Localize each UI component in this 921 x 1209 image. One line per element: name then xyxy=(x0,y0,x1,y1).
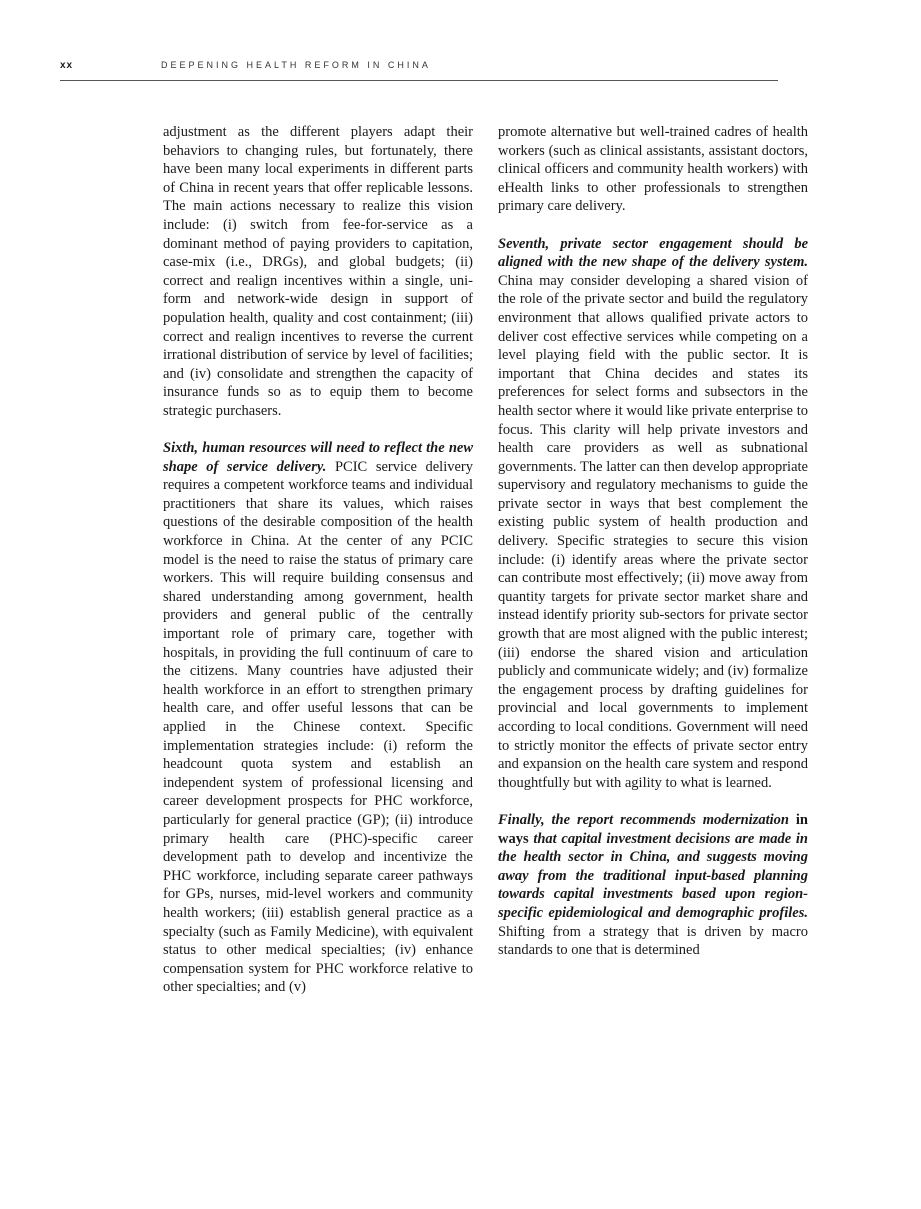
paragraph-text: promote alternative but well-trained cadres of health workers (such as clinical assistants, assistant doctors, clinical officers and community health workers) with eHealth links to other professionals to strengthen primary care delivery. xyxy=(498,124,808,215)
paragraph-lead: Sixth, human resources will need to reflect the new shape of service delivery. xyxy=(163,440,473,475)
right-column xyxy=(498,123,808,978)
paragraph-connector: in ways xyxy=(498,811,808,847)
paragraph-text: adjustment as the different players adapt their behaviors to changing rules, but fortunately, there have been many local experiments in different parts of China in recent years that offer replicable lessons. The main actions necessary to realize this vision include: (i) switch from fee-for-service as a dominant method of paying providers to capitation, case-mix (i.e., DRGs), and global budgets; (ii) correct and realign incentives within a single, uniform and network-wide design in support of population health, quality and cost containment; (iii) correct and realign incentives to reverse the current irrational distribution of service by level of facilities; and (iv) consolidate and strengthen the capacity of insurance funds so as to equip them to become strategic purchasers. xyxy=(163,124,473,419)
paragraph xyxy=(498,811,808,960)
left-column xyxy=(163,123,473,1016)
paragraph-lead: that capital investment decisions are made in the health sector in China, and suggests moving away from the traditional input-based planning towards capital investments based upon region-specific epidemiological and demographic profiles. xyxy=(498,830,808,921)
running-title: DEEPENING HEALTH REFORM IN CHINA xyxy=(161,60,431,70)
paragraph-text: PCIC service delivery requires a competent workforce teams and individual practitioners that share its values, which raises questions of the desirable composition of the health workforce in China. At the center of any PCIC model is the need to raise the status of primary care workers. This will require building consensus and shared understanding among government, health providers and general public of the centrally important role of primary care, together with hospitals, in providing the full continuum of care to the citizens. Many countries have adjusted their health workforce in an effort to strengthen primary health care, and offer useful lessons that can be applied in the Chinese context. Specific implementation strategies include: (i) reform the headcount quota system and establish an independent system of professional licensing and career development prospects for PHC workforce, particularly for general practice (GP); (ii) introduce primary health care (PHC)-specific career development path to develop and incentivize the PHC workforce, including separate career pathways for GPs, nurses, mid-level workers and community health workers; (iii) establish general practice as a specialty (such as Family Medicine), with equivalent status to other medical specialties; (iv) enhance compensation system for PHC workforce relative to other specialties; and (v) xyxy=(163,458,473,996)
paragraph-text: China may consider developing a shared vision of the role of the private sector and build the regulatory environment that allows qualified private actors to deliver cost effective services while competing on a level playing field with the public sector. It is important that China decides and states its preferences for select forms and subsectors in the health sector where it would like private enterprise to focus. This clarity will help private investors and health care providers as well as subnational governments. The latter can then develop appropriate supervisory and regulatory mechanisms to guide the private sector in ways that best complement the existing public system of health production and delivery. Specific strategies to secure this vision include: (i) identify areas where the private sector can contribute most effectively; (ii) move away from quantity targets for private sector market share and instead identify priority sub-sectors for private sector growth that are most aligned with the public interest; (iii) endorse the shared vision and articulation publicly and communicate widely; and (iv) formalize the engagement process by drafting guidelines for provincial and local governments to implement according to local conditions. Government will need to strictly monitor the effects of private sector entry and expansion on the health care system and respond thoughtfully but with agility to what is learned. xyxy=(498,272,808,791)
paragraph xyxy=(163,123,473,421)
paragraph xyxy=(163,439,473,997)
page-number: xx xyxy=(60,60,74,71)
paragraph xyxy=(498,123,808,216)
paragraph-text: Shifting from a strategy that is driven by macro standards to one that is determined xyxy=(498,923,808,959)
paragraph xyxy=(498,235,808,793)
paragraph-lead: Seventh, private sector engagement should be aligned with the new shape of the delivery system. xyxy=(498,235,808,271)
running-header xyxy=(60,58,778,81)
paragraph-lead: Finally, the report recommends modernization xyxy=(498,811,789,828)
